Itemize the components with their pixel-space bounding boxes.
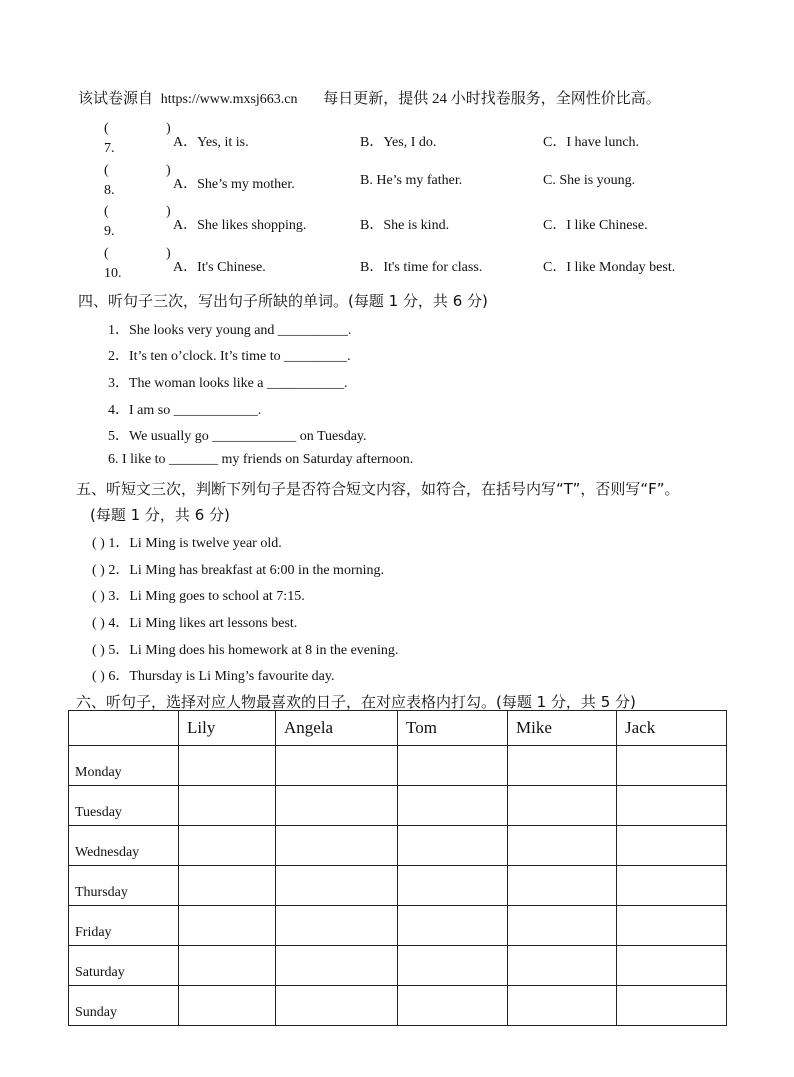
- column-header-lily: Lily: [179, 711, 276, 746]
- option-a: A．It's Chinese.: [173, 260, 266, 275]
- answer-paren-open: (: [104, 163, 109, 178]
- table-row: [69, 946, 727, 986]
- option-b: B．Yes, I do.: [360, 135, 437, 150]
- row-label-friday: Friday: [69, 906, 179, 946]
- favourite-day-table: [68, 710, 727, 1026]
- tick-cell[interactable]: [276, 986, 398, 1026]
- tick-cell[interactable]: [179, 906, 276, 946]
- tick-cell[interactable]: [398, 826, 508, 866]
- section-6-title: 六、听句子，选择对应人物最喜欢的日子，在对应表格内打勾。(每题 1 分，共 5 分): [76, 693, 636, 711]
- tick-cell[interactable]: [276, 906, 398, 946]
- row-label-thursday: Thursday: [69, 866, 179, 906]
- table-row: [69, 866, 727, 906]
- option-a: A．She likes shopping.: [173, 218, 307, 233]
- tick-cell[interactable]: [617, 866, 727, 906]
- tick-cell[interactable]: [179, 986, 276, 1026]
- column-header-angela: Angela: [276, 711, 398, 746]
- fill-blank-item: 5．We usually go ____________ on Tuesday.: [108, 429, 367, 444]
- row-label-wednesday: Wednesday: [69, 826, 179, 866]
- true-false-item: ( ) 4．Li Ming likes art lessons best.: [92, 616, 298, 631]
- tick-cell[interactable]: [617, 826, 727, 866]
- answer-paren-open: (: [104, 204, 109, 219]
- fill-blank-item: 6. I like to _______ my friends on Saturday afternoon.: [108, 452, 414, 467]
- tick-cell[interactable]: [398, 946, 508, 986]
- tick-cell[interactable]: [179, 946, 276, 986]
- tick-cell[interactable]: [508, 986, 617, 1026]
- tick-cell[interactable]: [179, 746, 276, 786]
- row-label-saturday: Saturday: [69, 946, 179, 986]
- source-label: 该试卷源自: [78, 91, 154, 107]
- question-number: 10.: [104, 266, 122, 281]
- table-row: [69, 746, 727, 786]
- tick-cell[interactable]: [276, 946, 398, 986]
- question-number: 9.: [104, 224, 115, 239]
- tick-cell[interactable]: [398, 786, 508, 826]
- row-label-tuesday: Tuesday: [69, 786, 179, 826]
- answer-paren-open: (: [104, 246, 109, 261]
- option-c: C．I like Monday best.: [543, 260, 676, 275]
- option-b: B．She is kind.: [360, 218, 450, 233]
- tick-cell[interactable]: [617, 786, 727, 826]
- true-false-item: ( ) 2．Li Ming has breakfast at 6:00 in the morning.: [92, 563, 384, 578]
- tick-cell[interactable]: [179, 786, 276, 826]
- option-a: A．She’s my mother.: [173, 177, 295, 192]
- question-number: 8.: [104, 183, 115, 198]
- answer-paren-close: ): [166, 121, 171, 136]
- row-label-monday: Monday: [69, 746, 179, 786]
- question-number: 7.: [104, 141, 115, 156]
- table-row: [69, 986, 727, 1026]
- column-header-jack: Jack: [617, 711, 727, 746]
- option-c: C. She is young.: [543, 173, 636, 188]
- option-b: B. He’s my father.: [360, 173, 463, 188]
- tick-cell[interactable]: [276, 746, 398, 786]
- tick-cell[interactable]: [508, 746, 617, 786]
- header-line: [78, 87, 661, 108]
- answer-paren-close: ): [166, 163, 171, 178]
- answer-paren-close: ): [166, 246, 171, 261]
- tick-cell[interactable]: [617, 746, 727, 786]
- header-tagline: 每日更新，提供 24 小时找卷服务，全网性价比高。: [323, 91, 661, 107]
- table-header-row: [69, 711, 727, 746]
- tick-cell[interactable]: [398, 986, 508, 1026]
- table-row: [69, 906, 727, 946]
- table-corner-cell: [69, 711, 179, 746]
- option-b: B．It's time for class.: [360, 260, 483, 275]
- tick-cell[interactable]: [617, 986, 727, 1026]
- option-a: A．Yes, it is.: [173, 135, 249, 150]
- row-label-sunday: Sunday: [69, 986, 179, 1026]
- column-header-tom: Tom: [398, 711, 508, 746]
- column-header-mike: Mike: [508, 711, 617, 746]
- true-false-item: ( ) 3．Li Ming goes to school at 7:15.: [92, 589, 305, 604]
- table-row: [69, 786, 727, 826]
- tick-cell[interactable]: [398, 866, 508, 906]
- tick-cell[interactable]: [276, 866, 398, 906]
- section-5-title: 五、听短文三次，判断下列句子是否符合短文内容，如符合，在括号内写“T”，否则写“F”。: [76, 480, 680, 498]
- tick-cell[interactable]: [508, 906, 617, 946]
- fill-blank-item: 1．She looks very young and __________.: [108, 323, 352, 338]
- tick-cell[interactable]: [179, 826, 276, 866]
- answer-paren-close: ): [166, 204, 171, 219]
- tick-cell[interactable]: [617, 946, 727, 986]
- tick-cell[interactable]: [508, 946, 617, 986]
- table-row: [69, 826, 727, 866]
- tick-cell[interactable]: [276, 786, 398, 826]
- tick-cell[interactable]: [617, 906, 727, 946]
- true-false-item: ( ) 6．Thursday is Li Ming’s favourite day.: [92, 669, 335, 684]
- answer-paren-open: (: [104, 121, 109, 136]
- true-false-item: ( ) 1．Li Ming is twelve year old.: [92, 536, 282, 551]
- tick-cell[interactable]: [179, 866, 276, 906]
- tick-cell[interactable]: [508, 786, 617, 826]
- tick-cell[interactable]: [276, 826, 398, 866]
- option-c: C．I like Chinese.: [543, 218, 648, 233]
- fill-blank-item: 4．I am so ____________.: [108, 403, 262, 418]
- tick-cell[interactable]: [398, 906, 508, 946]
- fill-blank-item: 2．It’s ten o’clock. It’s time to _________.: [108, 349, 351, 364]
- fill-blank-item: 3．The woman looks like a ___________.: [108, 376, 348, 391]
- section-5-subtitle: (每题 1 分，共 6 分): [90, 506, 230, 524]
- tick-cell[interactable]: [508, 826, 617, 866]
- true-false-item: ( ) 5．Li Ming does his homework at 8 in the evening.: [92, 643, 399, 658]
- tick-cell[interactable]: [508, 866, 617, 906]
- option-c: C．I have lunch.: [543, 135, 640, 150]
- section-4-title: 四、听句子三次，写出句子所缺的单词。(每题 1 分，共 6 分): [78, 292, 488, 310]
- tick-cell[interactable]: [398, 746, 508, 786]
- source-url[interactable]: https://www.mxsj663.cn: [160, 92, 298, 107]
